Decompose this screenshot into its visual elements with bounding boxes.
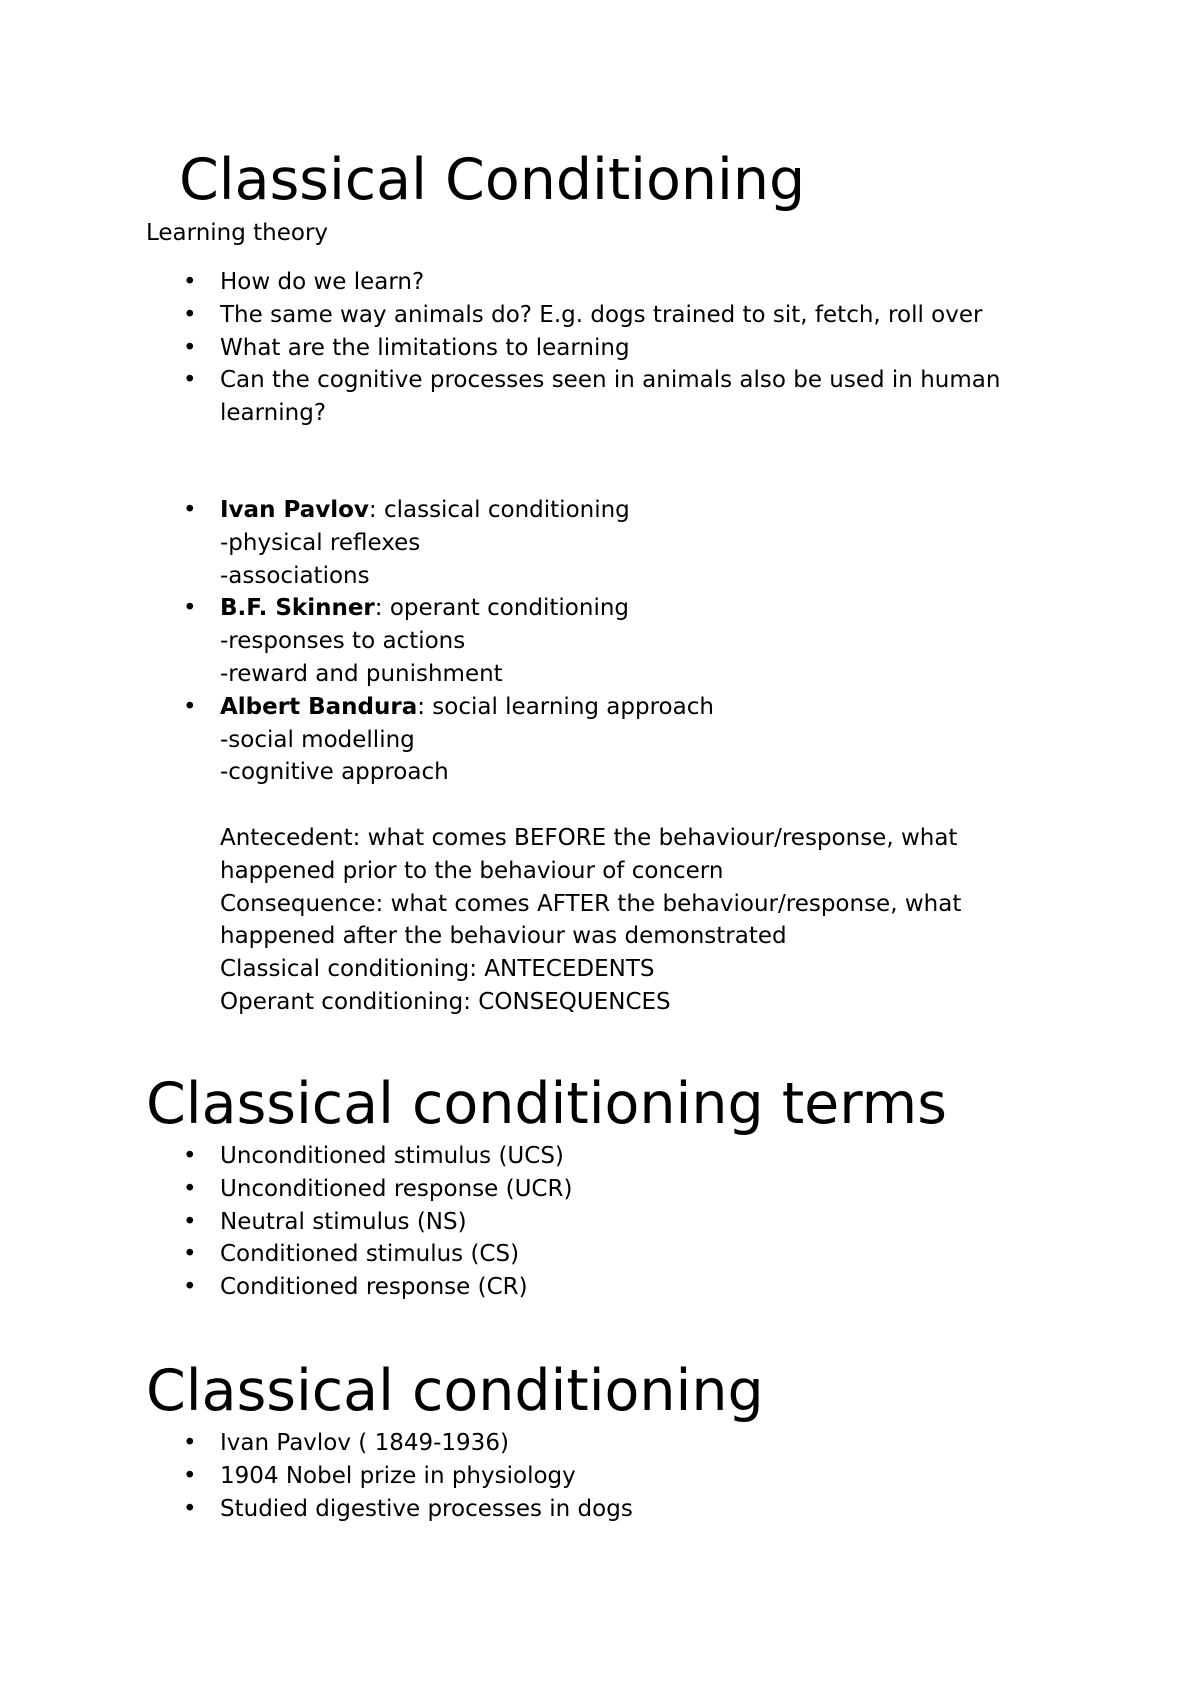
list-item [0, 1427, 1200, 1460]
list-item [0, 1173, 1200, 1206]
bullet-icon: • [183, 497, 197, 523]
antecedent-definition: Antecedent: what comes BEFORE the behaviour/response, what [220, 825, 958, 851]
bullet-icon: • [183, 301, 197, 328]
list-item [0, 364, 1200, 430]
bullet-icon: • [183, 1274, 197, 1301]
theorist-name: Ivan Pavlov [220, 497, 369, 523]
classical-summary: Classical conditioning: ANTECEDENTS [220, 956, 655, 983]
list-item-text: Studied digestive processes in dogs [220, 1495, 633, 1522]
list-item-text: The same way animals do? E.g. dogs trained to sit, fetch, roll over [220, 301, 983, 328]
bullet-icon: • [183, 1208, 197, 1235]
subtitle: Learning theory [146, 220, 329, 246]
theorist-point: -physical reflexes [220, 529, 421, 556]
bullet-icon: • [183, 367, 197, 394]
theorist-item [0, 494, 1200, 592]
theorist-approach: : classical conditioning [368, 497, 630, 523]
theorist-point: -associations [220, 562, 370, 589]
pavlov-facts-list [0, 1427, 1200, 1525]
theorist-point: -cognitive approach [220, 759, 449, 786]
list-item [0, 1140, 1200, 1173]
theorist-point: -reward and punishment [220, 660, 503, 687]
theorist-point: -social modelling [220, 726, 415, 753]
terms-heading: Classical conditioning terms [146, 1071, 947, 1137]
operant-summary: Operant conditioning: CONSEQUENCES [220, 988, 671, 1015]
list-item-text: Conditioned stimulus (CS) [220, 1241, 520, 1268]
theorist-point: -responses to actions [220, 628, 466, 655]
terms-list [0, 1140, 1200, 1304]
theorist-approach: : social learning approach [417, 693, 714, 720]
theorist-list [0, 494, 1200, 789]
list-item-text: Can the cognitive processes seen in animals also be used in human learning? [220, 367, 1001, 427]
list-item [0, 1271, 1200, 1304]
theorist-name: Albert Bandura [220, 693, 418, 720]
list-item [0, 299, 1200, 332]
list-item-text: Conditioned response (CR) [220, 1274, 528, 1301]
list-item-text: Neutral stimulus (NS) [220, 1208, 467, 1235]
list-item-text: Unconditioned response (UCR) [220, 1175, 573, 1202]
list-item-text: How do we learn? [220, 269, 425, 295]
theorist-approach: : operant conditioning [374, 595, 630, 622]
list-item-text: Ivan Pavlov ( 1849-1936) [220, 1430, 509, 1456]
bullet-icon: • [183, 595, 197, 622]
antecedent-definition-cont: happened prior to the behaviour of concern [220, 857, 724, 884]
bullet-icon: • [183, 269, 197, 295]
bullet-icon: • [183, 1462, 197, 1489]
list-item [0, 332, 1200, 365]
list-item [0, 1206, 1200, 1239]
bullet-icon: • [183, 1175, 197, 1202]
intro-question-list [0, 266, 1200, 430]
list-item-text: 1904 Nobel prize in physiology [220, 1462, 576, 1489]
theorist-item [0, 592, 1200, 690]
list-item-text: What are the limitations to learning [220, 334, 630, 361]
list-item [0, 1238, 1200, 1271]
bullet-icon: • [183, 1143, 197, 1169]
list-item [0, 266, 1200, 299]
theorist-item [0, 691, 1200, 789]
pavlov-heading: Classical conditioning [146, 1358, 764, 1424]
page-title: Classical Conditioning [179, 147, 806, 213]
bullet-icon: • [183, 1241, 197, 1268]
bullet-icon: • [183, 1430, 197, 1456]
bullet-icon: • [183, 1495, 197, 1522]
consequence-definition-cont: happened after the behaviour was demonstrated [220, 923, 787, 950]
bullet-icon: • [183, 693, 197, 720]
theorist-name: B.F. Skinner [220, 595, 375, 622]
bullet-icon: • [183, 334, 197, 361]
list-item [0, 1493, 1200, 1526]
list-item-text: Unconditioned stimulus (UCS) [220, 1143, 564, 1169]
consequence-definition: Consequence: what comes AFTER the behaviour/response, what [220, 890, 962, 917]
definitions-block [220, 822, 1060, 1019]
list-item [0, 1460, 1200, 1493]
